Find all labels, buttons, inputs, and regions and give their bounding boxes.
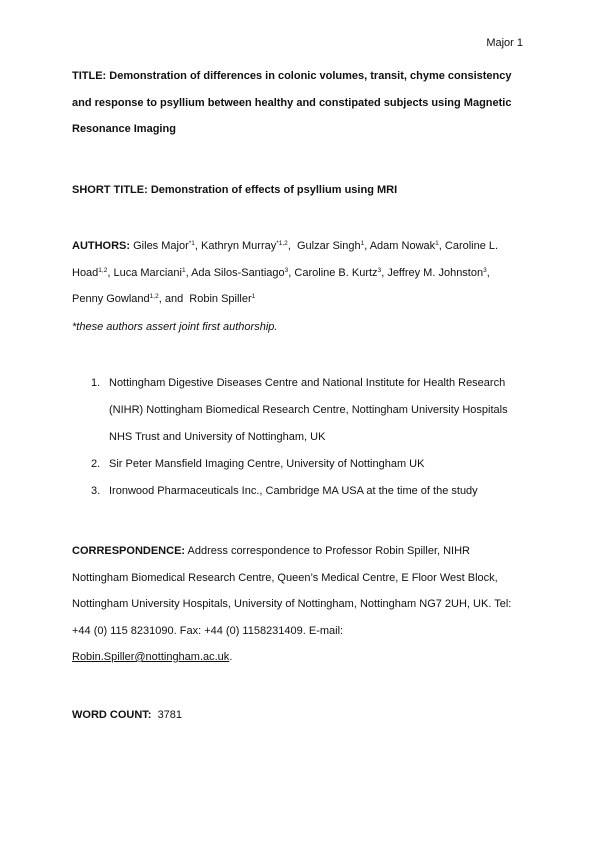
authors-block — [72, 233, 524, 313]
correspondence-text: Address correspondence to Professor Robin Spiller, NIHR Nottingham Biomedical Research Centre, Queen’s Medical Centre, E Floor West Block, Nottingham University Hospitals, University of Nottingham, Nottingham NG7 2UH, UK. Tel: +44 (0) 115 8231090. Fax: +44 (0) 1158231409. E-mail: — [72, 545, 512, 637]
author-separator: , — [287, 240, 297, 252]
affiliation-number: 1. — [91, 377, 101, 389]
author-separator: , — [185, 266, 192, 279]
author-separator: , — [107, 266, 114, 279]
author-name: Caroline L. Hoad — [72, 240, 499, 279]
email-trailing: . — [229, 651, 233, 663]
author-affiliation-marker: 3 — [377, 266, 382, 274]
short-title-label: SHORT TITLE: — [72, 184, 148, 196]
author-separator: , — [288, 266, 295, 279]
author-name: Luca Marciani — [113, 266, 182, 279]
author-name: Jeffrey M. Johnston — [387, 266, 484, 279]
author-separator: , — [364, 240, 370, 252]
short-title-block — [72, 177, 524, 204]
author-affiliation-marker: *1 — [188, 240, 195, 247]
author-affiliation-marker: 3 — [483, 266, 487, 274]
affiliations-block — [72, 370, 524, 505]
author-affiliation-marker: 3 — [284, 266, 289, 274]
email-link[interactable]: Robin.Spiller@nottingham.ac.uk — [72, 651, 230, 663]
author-name: Caroline B. Kurtz — [294, 266, 378, 279]
title-label: TITLE: — [72, 70, 107, 82]
author-name: Adam Nowak — [369, 240, 436, 252]
author-separator: , — [381, 266, 388, 279]
author-name: Giles Major — [133, 240, 189, 252]
short-title-text: Demonstration of effects of psyllium using MRI — [150, 184, 398, 196]
correspondence-block — [72, 538, 524, 671]
running-head: Major 1 — [486, 37, 523, 49]
authors-list — [72, 240, 498, 305]
author-separator: , and — [158, 293, 190, 305]
author-affiliation-marker: 1 — [360, 240, 365, 247]
correspondence-label: CORRESPONDENCE: — [72, 545, 186, 557]
affiliation-item — [72, 478, 524, 505]
author-name: Ada Silos-Santiago — [191, 266, 285, 279]
author-name: Kathryn Murray — [201, 240, 277, 252]
author-affiliation-marker: 1,2 — [149, 293, 159, 300]
author-affiliation-marker: 1 — [181, 266, 186, 274]
authorship-note: *these authors assert joint first authorship. — [72, 321, 278, 333]
author-name: Gulzar Singh — [296, 240, 361, 252]
author-separator: , — [194, 240, 202, 252]
word-count-block — [72, 702, 524, 729]
author-name: Robin Spiller — [189, 293, 252, 305]
author-affiliation-marker: 1 — [251, 293, 256, 300]
author-separator: , — [438, 240, 445, 252]
affiliation-text: Nottingham Digestive Diseases Centre and National Institute for Health Research (NIHR) Nottingham Biomedical Research Centre, Nottingham University Hospitals NHS Trust and University of Nottingham, UK — [109, 377, 508, 443]
affiliation-number: 3. — [91, 485, 101, 497]
affiliation-list — [72, 370, 524, 505]
authors-label: AUTHORS: — [72, 240, 131, 252]
author-separator: , — [486, 266, 496, 279]
word-count-value: 3781 — [157, 709, 183, 721]
affiliation-item — [72, 451, 524, 478]
author-affiliation-marker: 1 — [435, 240, 439, 247]
author-name: Penny Gowland — [72, 293, 150, 305]
author-affiliation-marker: *1,2 — [276, 240, 288, 247]
affiliation-item — [72, 370, 524, 451]
affiliation-text: Sir Peter Mansfield Imaging Centre, University of Nottingham UK — [109, 458, 425, 470]
affiliation-number: 2. — [91, 458, 101, 470]
title-block — [72, 63, 524, 143]
affiliation-text: Ironwood Pharmaceuticals Inc., Cambridge MA USA at the time of the study — [109, 485, 478, 497]
word-count-label: WORD COUNT: — [72, 709, 152, 721]
author-affiliation-marker: 1,2 — [98, 266, 108, 274]
title-text: Demonstration of differences in colonic volumes, transit, chyme consistency and response to psyllium between healthy and constipated subjects using Magnetic Resonance Imaging — [72, 70, 512, 135]
